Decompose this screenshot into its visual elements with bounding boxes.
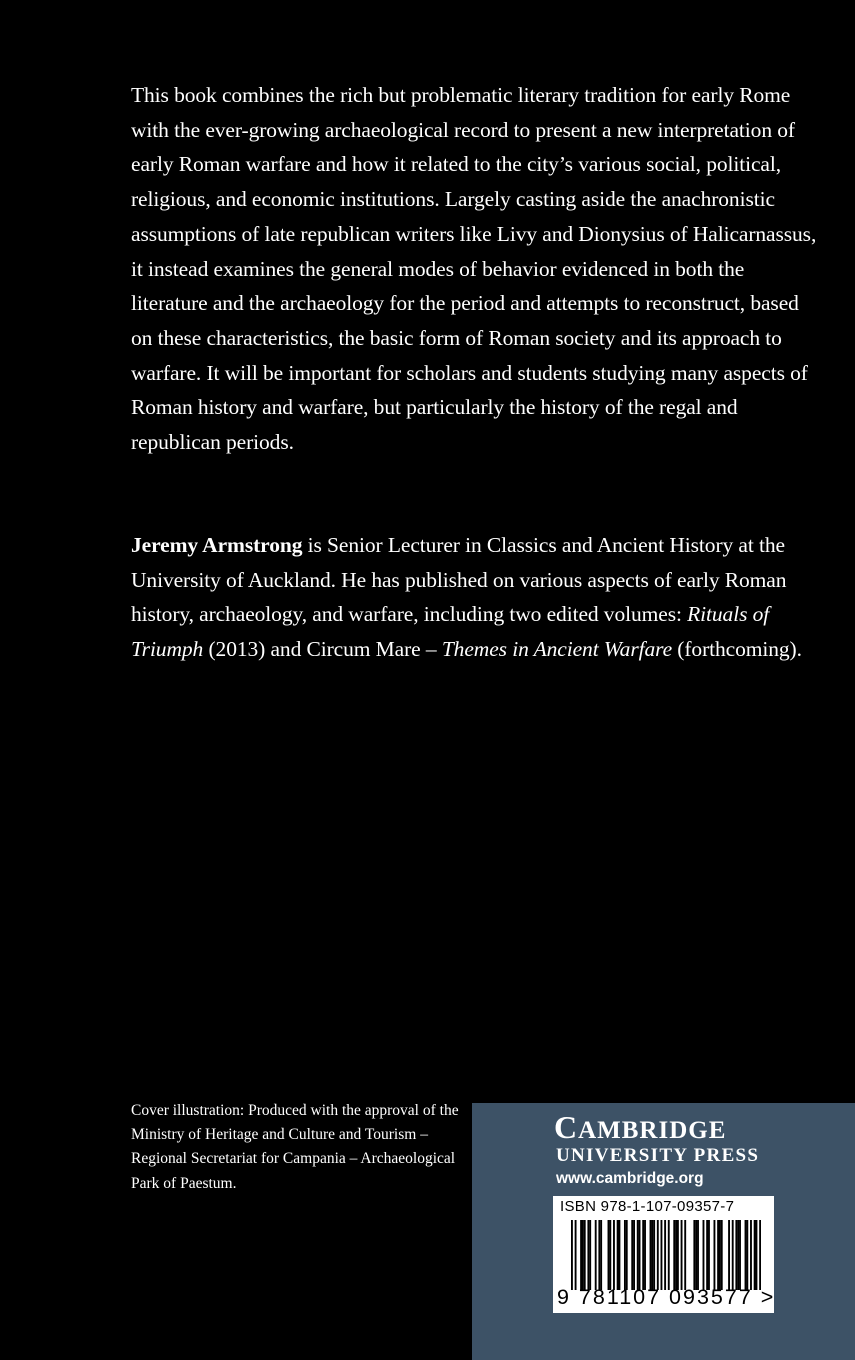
barcode-bar [575, 1220, 577, 1290]
barcode-bar [650, 1220, 652, 1290]
barcode-bar [587, 1220, 589, 1290]
book-description: This book combines the rich but problematic literary tradition for early Rome with the ever-growing archaeological record to present a new interpretation of early Roman warfare and how it related to the city’s various social, political, religious, and economic institutions. Largely casting aside the anachronistic assumptions of late republican writers like Livy and Dionysius of Halicarnassus, it instead examines the general modes of behavior evidenced in both the literature and the archaeology for the period and attempts to reconstruct, based on these characteristics, the basic form of Roman society and its approach to warfare. It will be important for scholars and students studying many aspects of Roman history and warfare, but particularly the history of the regal and republican periods. [131, 83, 817, 455]
barcode-bar [732, 1220, 734, 1290]
barcode-bar [589, 1220, 591, 1290]
barcode-bar [584, 1220, 586, 1290]
barcode-bar [617, 1220, 619, 1290]
book-title-themes: Themes in Ancient Warfare [441, 637, 673, 662]
barcode-bars [571, 1220, 761, 1290]
barcode-bar [706, 1220, 708, 1290]
barcode-bar [675, 1220, 677, 1290]
barcode-bar [637, 1220, 639, 1290]
barcode-bar [651, 1220, 653, 1290]
barcode-bar [717, 1220, 719, 1290]
barcode-bar [721, 1220, 723, 1290]
author-bio-text-2: (2013) and Circum Mare – [203, 637, 442, 662]
barcode-bar [739, 1220, 741, 1290]
cover-illustration-credit: Cover illustration: Produced with the approval of the Ministry of Heritage and Culture and Tourism – Regional Secretariat for Campania – Archaeological Park of Paestum. [131, 1102, 459, 1192]
barcode-bar [677, 1220, 679, 1290]
barcode-bar [571, 1220, 573, 1290]
barcode-bar [653, 1220, 655, 1290]
barcode-bar [719, 1220, 721, 1290]
publisher-url: www.cambridge.org [556, 1170, 704, 1187]
barcode-bar [681, 1220, 683, 1290]
isbn-barcode [553, 1196, 774, 1313]
barcode-bar [580, 1220, 582, 1290]
barcode-bar [673, 1220, 675, 1290]
barcode-bar [703, 1220, 705, 1290]
author-bio [131, 528, 821, 667]
barcode-bar [746, 1220, 748, 1290]
barcode-bar [626, 1220, 628, 1290]
barcode-bar [642, 1220, 644, 1290]
barcode-bar [695, 1220, 697, 1290]
barcode-bar [714, 1220, 716, 1290]
barcode-bar [619, 1220, 621, 1290]
barcode-bar [754, 1220, 756, 1290]
isbn-label: ISBN 978-1-107-09357-7 [560, 1198, 735, 1215]
barcode-bar [708, 1220, 710, 1290]
barcode-bar [613, 1220, 615, 1290]
barcode-bar [697, 1220, 699, 1290]
author-name: Jeremy Armstrong [131, 533, 303, 557]
barcode-bar [737, 1220, 739, 1290]
barcode-bar [624, 1220, 626, 1290]
barcode-bar [745, 1220, 747, 1290]
barcode-bar [750, 1220, 752, 1290]
barcode-bar [735, 1220, 737, 1290]
barcode-bar [661, 1220, 663, 1290]
barcode-bar [595, 1220, 597, 1290]
barcode-bar [657, 1220, 659, 1290]
barcode-bar [608, 1220, 610, 1290]
barcode-bar [728, 1220, 730, 1290]
publisher-panel [472, 1103, 855, 1360]
barcode-bar [668, 1220, 670, 1290]
book-title-rituals: Rituals of Triumph [131, 602, 770, 662]
barcode-bar [598, 1220, 600, 1290]
author-bio-text-3: (forthcoming). [672, 637, 802, 662]
ean-digits: 9 781107 093577 > [557, 1285, 776, 1309]
barcode-bar [664, 1220, 666, 1290]
publisher-logo-name: CAMBRIDGE [554, 1109, 727, 1145]
barcode-bar [756, 1220, 758, 1290]
barcode-bar [759, 1220, 761, 1290]
barcode-bar [600, 1220, 602, 1290]
barcode-bar [639, 1220, 641, 1290]
barcode-bar [631, 1220, 633, 1290]
barcode-bar [644, 1220, 646, 1290]
barcode-bar [693, 1220, 695, 1290]
barcode-bar [582, 1220, 584, 1290]
barcode-bar [684, 1220, 686, 1290]
publisher-subtitle: UNIVERSITY PRESS [556, 1145, 760, 1166]
author-bio-text-1: is Senior Lecturer in Classics and Ancient History at the University of Auckland. He has published on various aspects of early Roman history, archaeology, and warfare, including two edited volumes: [131, 533, 787, 627]
barcode-bar [609, 1220, 611, 1290]
barcode-bar [633, 1220, 635, 1290]
